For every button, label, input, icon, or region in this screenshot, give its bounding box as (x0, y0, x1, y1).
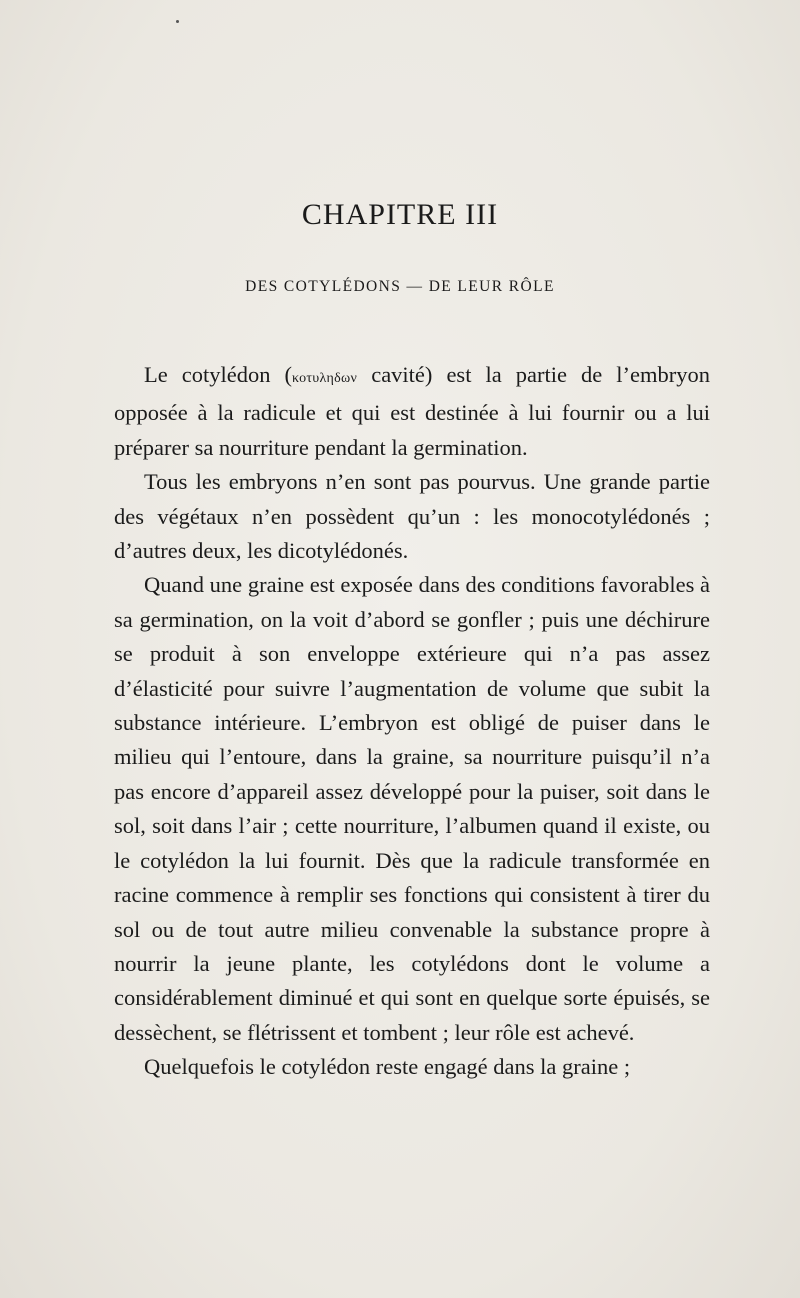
paragraph-4: Quelquefois le cotylédon reste engagé dans la graine ; (144, 1054, 631, 1080)
paragraph-1-rest: cavité) est la partie de l’embryon opposée à la radicule et qui est destinée à lui fournir ou a lui préparer sa nourriture pendant la germination. (114, 362, 710, 460)
paragraph-1-start: Le cotylédon ( (144, 362, 293, 387)
chapter-subtitle: DES COTYLÉDONS — DE LEUR RÔLE (245, 278, 555, 295)
chapter-title: CHAPITRE III (301, 198, 499, 232)
body-text (114, 358, 710, 1085)
paragraph-2: Tous les embryons n’en sont pas pourvus. Une grande partie des végétaux n’en possèdent qu’un : les monocotylédonés ; d’autres deux, les dicotylédonés. (114, 469, 710, 564)
page-speck (176, 20, 179, 23)
paragraph-3: Quand une graine est exposée dans des conditions favorables à sa germination, on la voit d’abord se gonfler ; puis une déchirure se produit à son enveloppe extérieure qui n’a pas assez d’élasticité pour suivre l’augmentation de volume que subit la substance intérieure. L’embryon est obligé de puiser dans le milieu qui l’entoure, dans la graine, sa nourriture puisqu’il n’a pas encore d’appareil assez développé pour la puiser, soit dans le sol, soit dans l’air ; cette nourriture, l’albumen quand il existe, ou le cotylédon la lui fournit. Dès que la radicule transformée en racine commence à remplir ses fonctions qui consistent à tirer du sol ou de tout autre milieu convenable la substance propre à nourrir la jeune plante, les cotylédons dont le volume a considérablement diminué et qui sont en quelque sorte épuisés, se dessèchent, se flétrissent et tombent ; leur rôle est achevé. (114, 572, 710, 1045)
paragraph-1 (114, 358, 710, 465)
greek-word: κοτυληδων (292, 371, 358, 386)
